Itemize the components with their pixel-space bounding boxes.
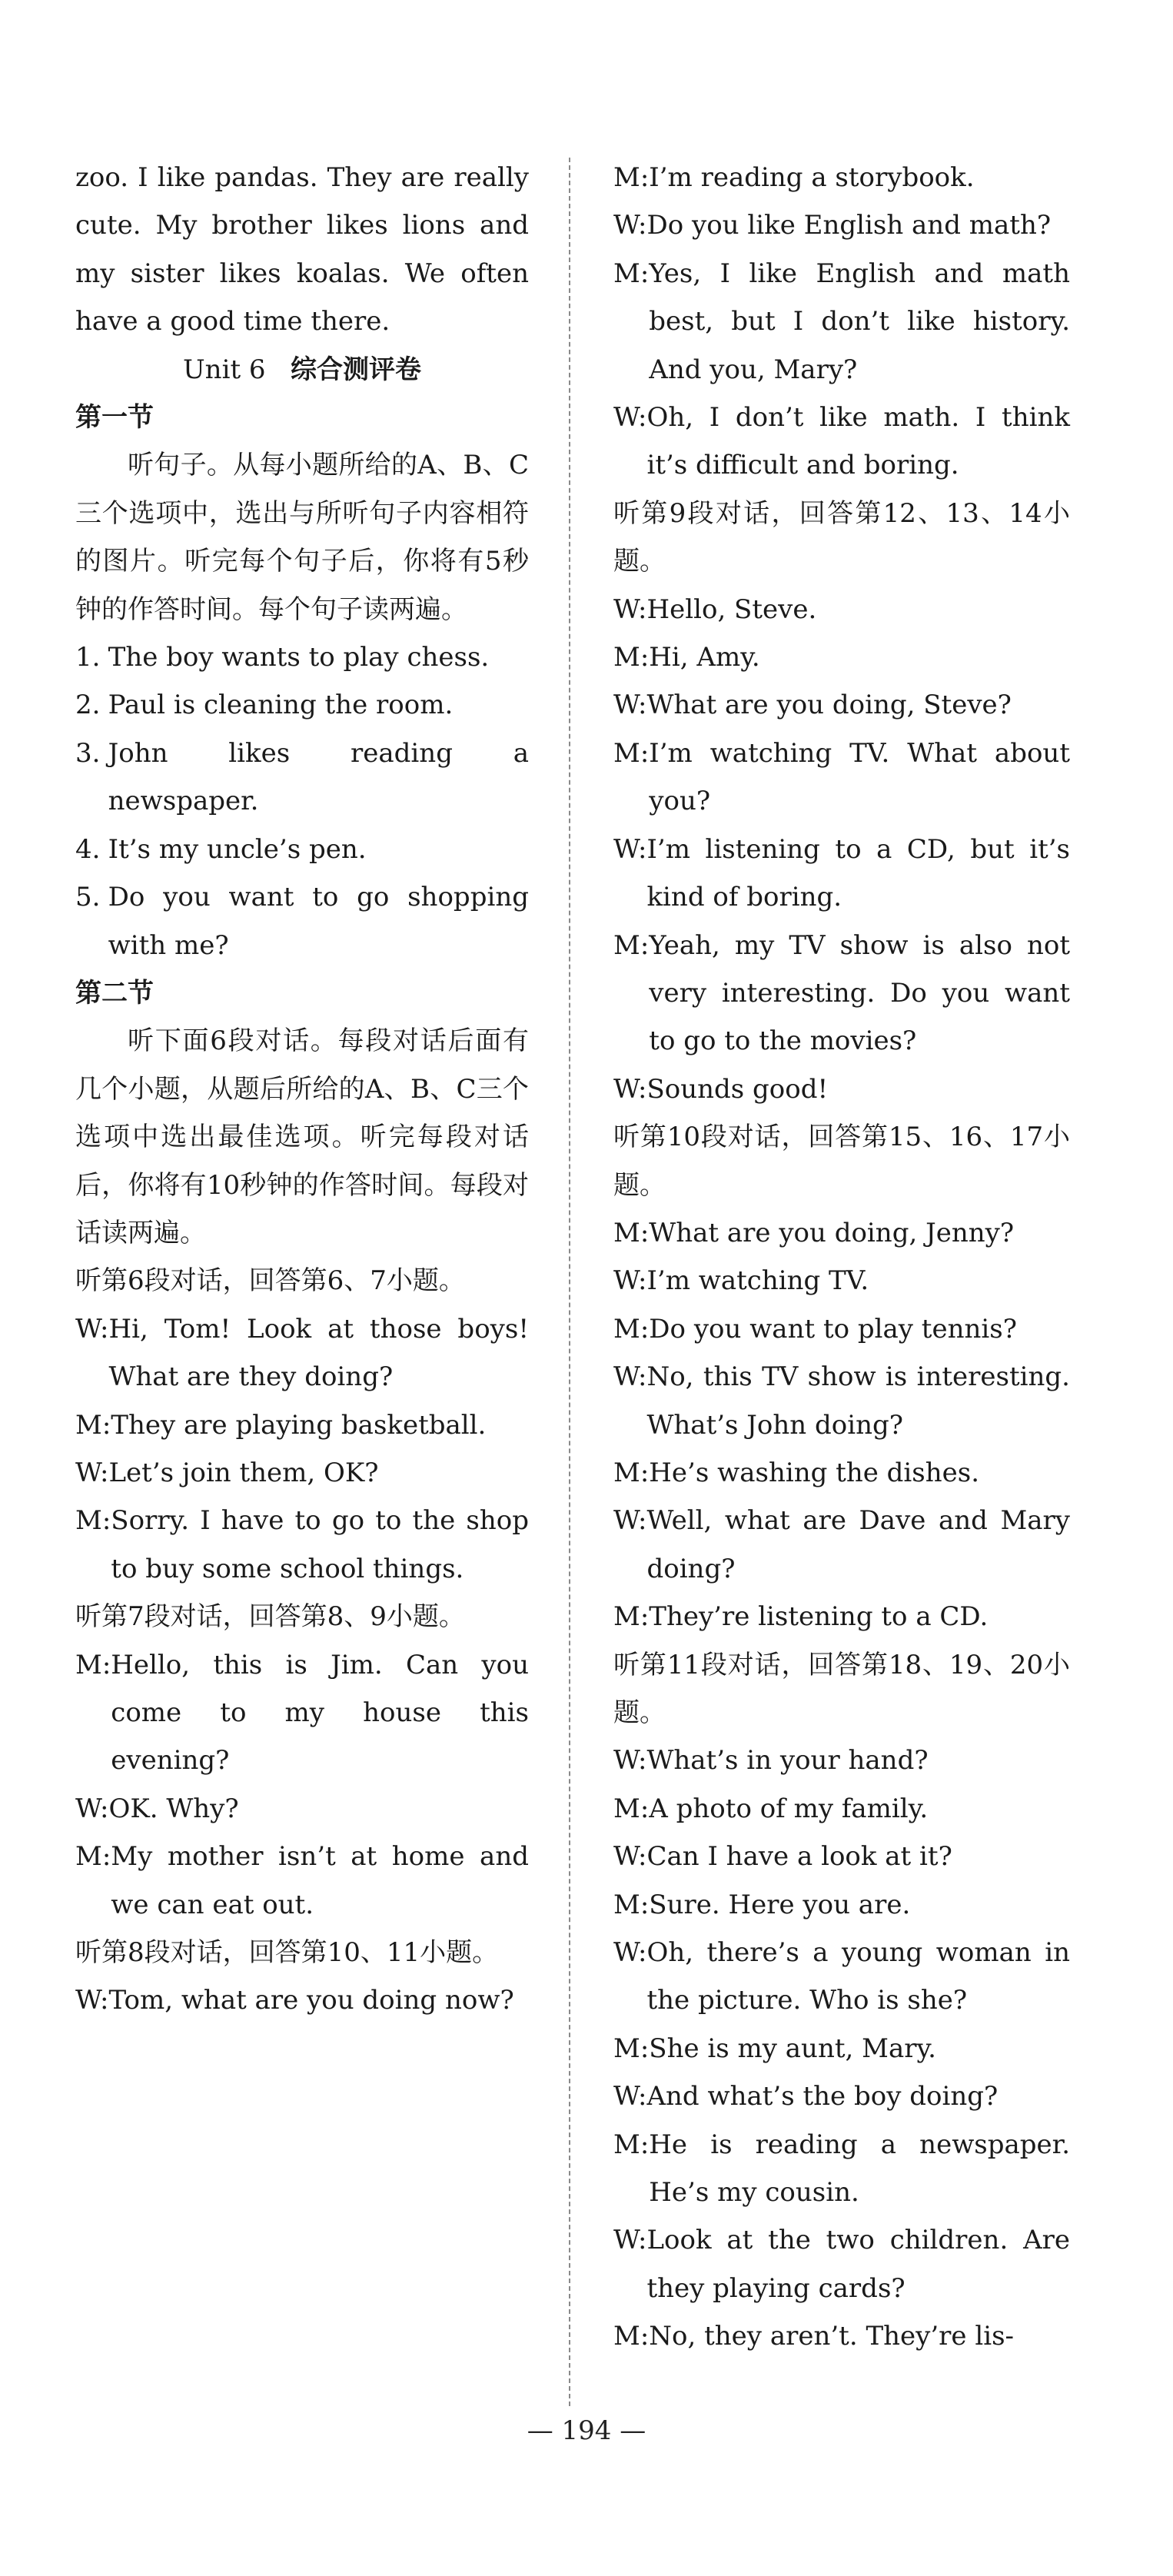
utterance-text: I’m watching TV.: [646, 1265, 869, 1297]
speaker-label: W:: [613, 1937, 647, 1969]
dialogue-line: [613, 201, 1070, 249]
dialogue-line: [75, 1976, 529, 2024]
utterance-text: I’m listening to a CD, but it’s kind of boring.: [646, 833, 1070, 913]
utterance-text: I’m reading a storybook.: [649, 162, 975, 193]
speaker-label: W:: [613, 402, 647, 434]
dialogue-line: [75, 1497, 529, 1593]
item-text: Do you want to go shopping with me?: [108, 882, 529, 961]
utterance-text: Let’s join them, OK?: [108, 1457, 379, 1488]
dialogue-line: [613, 1737, 1070, 1784]
speaker-label: W:: [613, 1841, 647, 1873]
dialogue-line: [613, 1065, 1070, 1113]
speaker-label: W:: [613, 1073, 647, 1105]
item-number: 1.: [75, 642, 101, 673]
left-column: [75, 154, 529, 2025]
dialogue-line: [613, 1593, 1070, 1640]
item-text: John likes reading a newspaper.: [108, 737, 529, 817]
speaker-label: M:: [613, 1601, 650, 1633]
speaker-label: W:: [75, 1985, 109, 2016]
utterance-text: Sure. Here you are.: [649, 1889, 911, 1920]
dialogue-line: [613, 586, 1070, 633]
paragraph: 听第9段对话，回答第12、13、14小题。: [613, 497, 1070, 577]
section-heading: 第一节: [75, 402, 154, 434]
paragraph: zoo. I like pandas. They are really cute. My brother likes lions and my sister likes koalas. We often have a good time there.: [75, 162, 529, 337]
dialogue-line: [75, 1641, 529, 1785]
paragraph: 听第11段对话，回答第18、19、20小题。: [613, 1649, 1070, 1728]
utterance-text: And what’s the boy doing?: [646, 2081, 999, 2112]
speaker-label: W:: [613, 210, 647, 241]
dialogue-line: [613, 1353, 1070, 1449]
dialogue-line: [75, 1305, 529, 1401]
speaker-label: W:: [75, 1457, 109, 1488]
dialogue-line: [613, 1209, 1070, 1257]
item-number: 2.: [75, 690, 101, 721]
utterance-text: A photo of my family.: [649, 1793, 929, 1824]
dialogue-line: [75, 1449, 529, 1497]
dialogue-line: [613, 922, 1070, 1065]
dialogue-line: [613, 394, 1070, 490]
dialogue-line: [613, 2025, 1070, 2072]
utterance-text: Do you like English and math?: [646, 210, 1052, 241]
dialogue-line: [613, 1257, 1070, 1305]
list-item: [75, 633, 529, 681]
item-text: Paul is cleaning the room.: [108, 690, 454, 721]
utterance-text: Can I have a look at it?: [646, 1841, 952, 1873]
speaker-label: M:: [613, 1793, 650, 1824]
utterance-text: Oh, I don’t like math. I think it’s difficult and boring.: [646, 402, 1070, 481]
speaker-label: M:: [613, 2033, 650, 2064]
speaker-label: W:: [613, 1265, 647, 1297]
column-divider: [569, 158, 570, 2406]
paragraph: 听句子。从每小题所给的A、B、C三个选项中，选出与所听句子内容相符的图片。听完每个句子后，你将有5秒钟的作答时间。每个句子读两遍。: [75, 450, 529, 625]
dialogue-line: [613, 1833, 1070, 1880]
utterance-text: She is my aunt, Mary.: [649, 2033, 936, 2064]
paragraph: 听第6段对话，回答第6、7小题。: [75, 1265, 465, 1297]
utterance-text: No, they aren’t. They’re lis-: [649, 2321, 1015, 2352]
dialogue-line: [613, 681, 1070, 729]
dialogue-line: [613, 154, 1070, 201]
utterance-text: My mother isn’t at home and we can eat out.: [111, 1841, 529, 1920]
dialogue-line: [613, 730, 1070, 826]
paragraph: 听第10段对话，回答第15、16、17小题。: [613, 1122, 1070, 1201]
speaker-label: W:: [613, 1361, 647, 1393]
dialogue-line: [613, 1305, 1070, 1353]
utterance-text: What’s in your hand?: [646, 1745, 929, 1777]
speaker-label: W:: [613, 1745, 647, 1777]
speaker-label: W:: [613, 2225, 647, 2256]
utterance-text: I’m watching TV. What about you?: [649, 737, 1070, 817]
speaker-label: M:: [613, 1457, 650, 1488]
utterance-text: Hello, Steve.: [646, 593, 817, 625]
list-item: [75, 826, 529, 873]
dialogue-line: [613, 1929, 1070, 2025]
utterance-text: What are you doing, Jenny?: [649, 1217, 1015, 1248]
speaker-label: M:: [613, 737, 650, 769]
speaker-label: W:: [75, 1793, 109, 1824]
item-number: 3.: [75, 737, 101, 769]
dialogue-line: [613, 1881, 1070, 1929]
item-text: It’s my uncle’s pen.: [108, 833, 367, 865]
dialogue-line: [75, 1401, 529, 1449]
dialogue-line: [613, 1497, 1070, 1593]
speaker-label: M:: [613, 1217, 650, 1248]
dialogue-line: [75, 1785, 529, 1833]
utterance-text: No, this TV show is interesting. What’s John doing?: [646, 1361, 1070, 1441]
speaker-label: W:: [613, 690, 647, 721]
utterance-text: Oh, there’s a young woman in the picture. Who is she?: [646, 1937, 1070, 2016]
speaker-label: M:: [75, 1409, 111, 1441]
utterance-text: Sounds good!: [646, 1073, 829, 1105]
paragraph: 听第8段对话，回答第10、11小题。: [75, 1937, 499, 1969]
dialogue-line: [613, 633, 1070, 681]
paragraph: 听第7段对话，回答第8、9小题。: [75, 1601, 465, 1633]
dialogue-line: [75, 1833, 529, 1929]
speaker-label: M:: [613, 162, 650, 193]
speaker-label: M:: [613, 1889, 650, 1920]
utterance-text: OK. Why?: [108, 1793, 239, 1824]
utterance-text: Tom, what are you doing now?: [108, 1985, 514, 2016]
speaker-label: M:: [75, 1841, 111, 1873]
page-number: — 194 —: [527, 2415, 646, 2446]
speaker-label: W:: [613, 2081, 647, 2112]
utterance-text: They’re listening to a CD.: [649, 1601, 989, 1633]
list-item: [75, 873, 529, 969]
utterance-text: Do you want to play tennis?: [649, 1313, 1017, 1345]
utterance-text: Sorry. I have to go to the shop to buy some school things.: [111, 1505, 529, 1584]
utterance-text: Well, what are Dave and Mary doing?: [646, 1505, 1070, 1584]
unit-label: Unit 6: [183, 354, 266, 385]
utterance-text: Yeah, my TV show is also not very interesting. Do you want to go to the movies?: [649, 929, 1070, 1057]
item-text: The boy wants to play chess.: [108, 642, 490, 673]
speaker-label: M:: [75, 1505, 111, 1537]
utterance-text: They are playing basketball.: [111, 1409, 487, 1441]
dialogue-line: [613, 1785, 1070, 1833]
speaker-label: W:: [613, 593, 647, 625]
speaker-label: M:: [613, 929, 650, 961]
utterance-text: He is reading a newspaper. He’s my cousin.: [649, 2129, 1070, 2209]
dialogue-line: [613, 2216, 1070, 2312]
speaker-label: M:: [613, 2129, 650, 2160]
dialogue-line: [613, 2072, 1070, 2120]
speaker-label: W:: [613, 833, 647, 865]
unit-title: 综合测评卷: [290, 354, 421, 385]
utterance-text: Look at the two children. Are they playing cards?: [646, 2225, 1070, 2304]
speaker-label: M:: [613, 642, 650, 673]
right-column: [613, 154, 1070, 2361]
dialogue-line: [613, 826, 1070, 922]
utterance-text: Hello, this is Jim. Can you come to my house this evening?: [111, 1649, 529, 1777]
speaker-label: W:: [75, 1313, 109, 1345]
dialogue-line: [613, 250, 1070, 394]
utterance-text: He’s washing the dishes.: [649, 1457, 980, 1488]
section-heading: 第二节: [75, 977, 154, 1009]
item-number: 4.: [75, 833, 101, 865]
utterance-text: Hi, Amy.: [649, 642, 760, 673]
speaker-label: M:: [613, 1313, 650, 1345]
dialogue-line: [613, 1449, 1070, 1497]
unit-heading: [75, 346, 529, 394]
paragraph: 听下面6段对话。每段对话后面有几个小题，从题后所给的A、B、C三个选项中选出最佳选项。听完每段对话后，你将有10秒钟的作答时间。每段对话读两遍。: [75, 1025, 529, 1248]
speaker-label: M:: [75, 1649, 111, 1680]
utterance-text: What are you doing, Steve?: [646, 690, 1012, 721]
utterance-text: Yes, I like English and math best, but I don’t like history. And you, Mary?: [649, 258, 1070, 385]
item-number: 5.: [75, 882, 101, 913]
utterance-text: Hi, Tom! Look at those boys! What are they doing?: [108, 1313, 529, 1393]
speaker-label: M:: [613, 2321, 650, 2352]
list-item: [75, 730, 529, 826]
dialogue-line: [613, 2121, 1070, 2217]
speaker-label: M:: [613, 258, 650, 289]
dialogue-line: [613, 2312, 1070, 2360]
list-item: [75, 681, 529, 729]
speaker-label: W:: [613, 1505, 647, 1537]
